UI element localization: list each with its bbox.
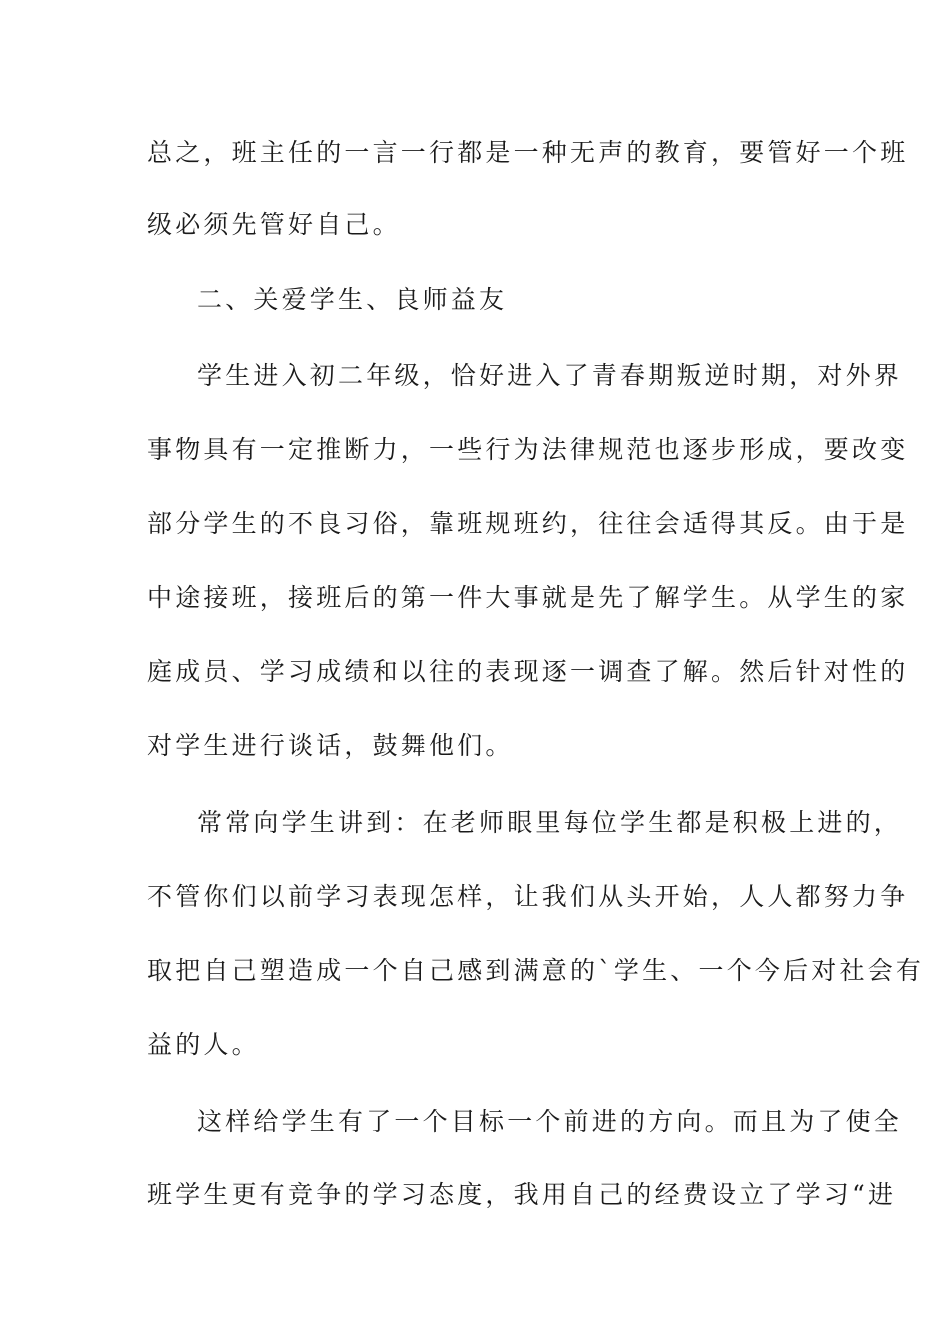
- paragraph-line: 对学生进行谈话，鼓舞他们。: [147, 731, 514, 760]
- paragraph-line: 中途接班，接班后的第一件大事就是先了解学生。从学生的家: [147, 583, 909, 612]
- paragraph-line: 庭成员、学习成绩和以往的表现逐一调查了解。然后针对性的: [147, 657, 909, 686]
- paragraph-line: 常常向学生讲到：在老师眼里每位学生都是积极上进的，: [197, 808, 903, 837]
- paragraph-line: 不管你们以前学习表现怎样，让我们从头开始，人人都努力争: [147, 882, 909, 911]
- paragraph-line: 事物具有一定推断力，一些行为法律规范也逐步形成，要改变: [147, 435, 909, 464]
- paragraph-line: 总之，班主任的一言一行都是一种无声的教育，要管好一个班: [147, 138, 909, 167]
- paragraph-line: 益的人。: [147, 1030, 260, 1059]
- paragraph-line: 这样给学生有了一个目标一个前进的方向。而且为了使全: [197, 1107, 903, 1136]
- paragraph-line: 班学生更有竞争的学习态度，我用自己的经费设立了学习“进: [147, 1180, 897, 1209]
- paragraph-line: 取把自己塑造成一个自己感到满意的`学生、一个今后对社会有: [147, 956, 925, 985]
- paragraph-line: 部分学生的不良习俗，靠班规班约，往往会适得其反。由于是: [147, 509, 909, 538]
- paragraph-line: 学生进入初二年级，恰好进入了青春期叛逆时期，对外界: [197, 361, 903, 390]
- section-heading: 二、关爱学生、良师益友: [197, 285, 508, 314]
- paragraph-line: 级必须先管好自己。: [147, 210, 401, 239]
